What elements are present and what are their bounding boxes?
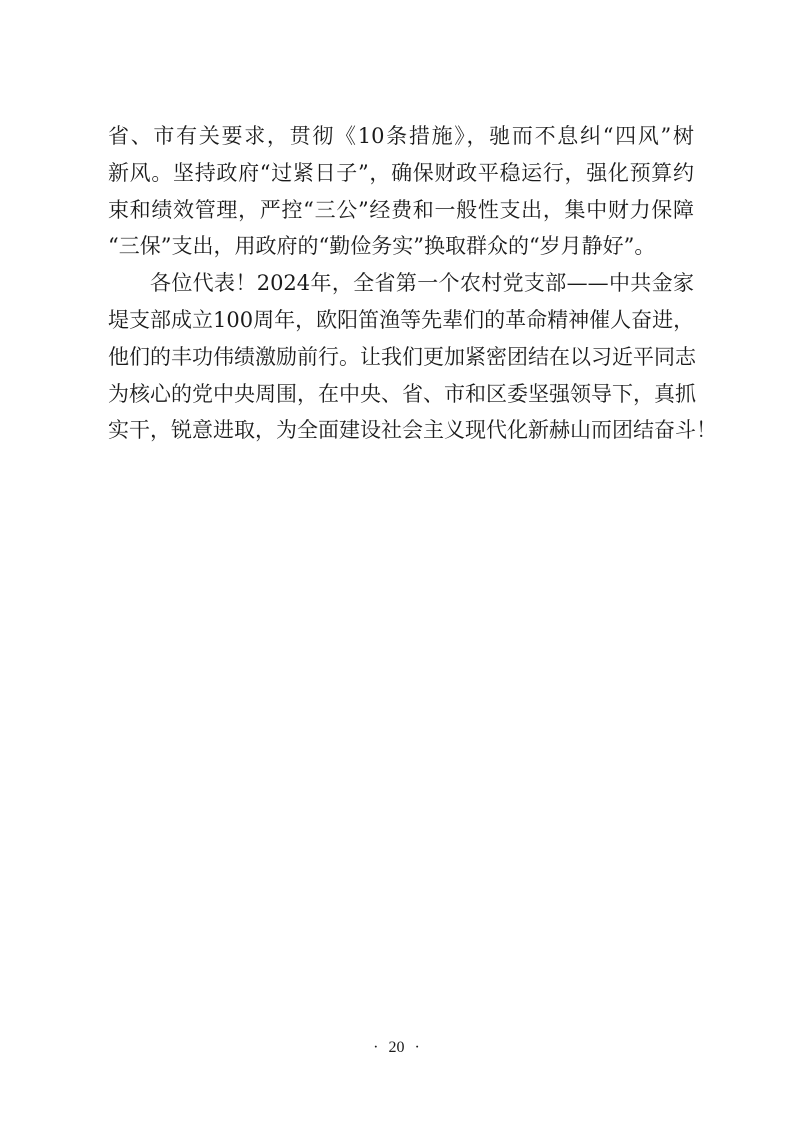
paragraph-line: 省、市有关要求，贯彻《10条措施》，驰而不息纠“四风”树 (108, 124, 694, 148)
paragraph-line: 新风。坚持政府“过紧日子”，确保财政平稳运行，强化预算约 (108, 160, 694, 185)
paragraph-line: 为核心的党中央周围，在中央、省、市和区委坚强领导下，真抓 (108, 381, 696, 406)
footer-bullet-left: · (373, 1039, 379, 1056)
document-body (108, 124, 717, 457)
paragraph-closing (108, 271, 717, 443)
paragraph-line: 他们的丰功伟绩激励前行。让我们更加紧密团结在以习近平同志 (108, 344, 696, 369)
paragraph-line: “三保”支出，用政府的“勤俭务实”换取群众的“岁月静好”。 (108, 234, 656, 259)
page-number: 20 (388, 1039, 405, 1056)
paragraph-line: 堤支部成立100周年，欧阳笛渔等先辈们的革命精神催人奋进， (108, 307, 695, 332)
page-footer (0, 1038, 793, 1058)
paragraph-policy (108, 126, 694, 257)
footer-bullet-right: · (414, 1039, 420, 1056)
paragraph-line: 实干，锐意进取，为全面建设社会主义现代化新赫山而团结奋斗！ (108, 418, 717, 443)
paragraph-line: 束和绩效管理，严控“三公”经费和一般性支出，集中财力保障 (108, 197, 694, 222)
paragraph-line: 各位代表！2024年，全省第一个农村党支部——中共金家 (150, 271, 694, 296)
